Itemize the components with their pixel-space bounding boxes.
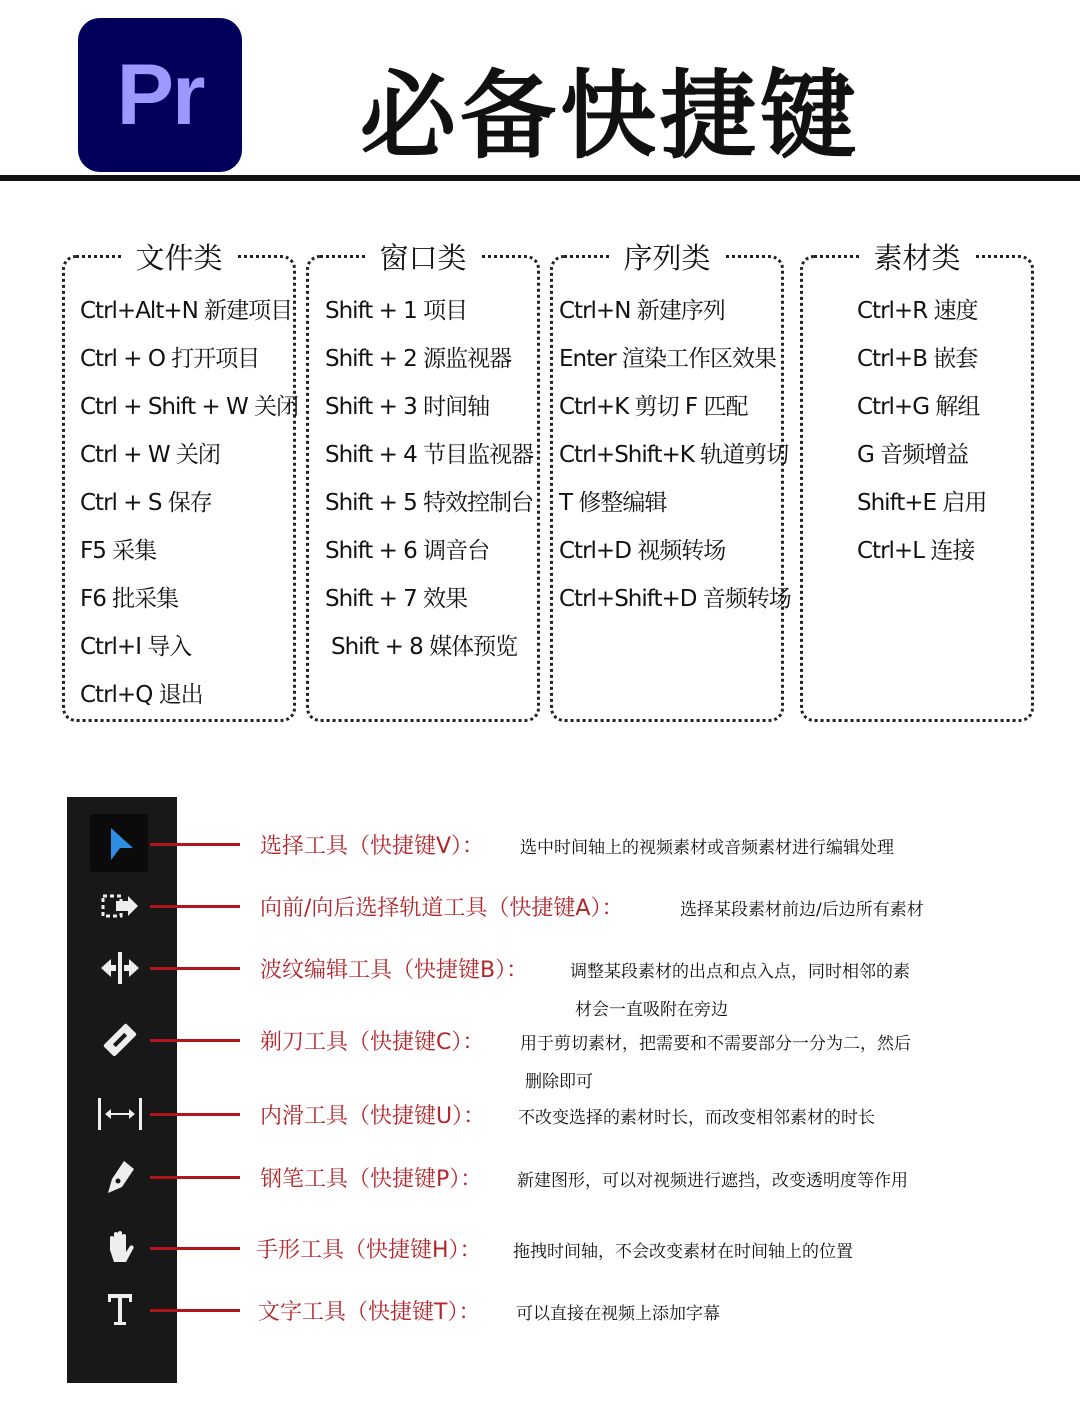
shortcut-item: Ctrl + O 打开项目 [80,346,260,372]
tool-description: 调整某段素材的出点和点入点，同时相邻的素 [570,962,910,982]
tool-label: 钢笔工具（快捷键P）： [260,1167,483,1192]
shortcut-item: Shift + 4 节目监视器 [325,442,534,468]
tool-description: 用于剪切素材，把需要和不需要部分一分为二，然后 [520,1034,911,1054]
razor-icon[interactable] [95,1020,145,1060]
category-title: 素材类 [859,236,974,277]
shortcut-item: Ctrl+R 速度 [857,298,978,324]
shortcut-item: Ctrl+I 导入 [80,634,192,660]
tool-description: 不改变选择的素材时长，而改变相邻素材的时长 [518,1108,875,1128]
pointer-line [150,843,240,846]
tool-slide [0,1094,1080,1134]
tool-description-continued: 材会一直吸附在旁边 [575,1000,728,1020]
tool-label: 波纹编辑工具（快捷键B）： [260,958,529,983]
tool-hand [0,1228,1080,1268]
shortcut-item: Shift + 3 时间轴 [325,394,490,420]
tool-label: 文字工具（快捷键T）： [258,1300,481,1325]
shortcut-item: Shift + 6 调音台 [325,538,490,564]
shortcut-item: T 修整编辑 [559,490,667,516]
shortcut-item: Shift + 1 项目 [325,298,468,324]
pointer-line [150,967,240,970]
tool-label: 内滑工具（快捷键U）： [260,1104,486,1129]
tool-description: 可以直接在视频上添加字幕 [516,1304,720,1324]
hand-icon[interactable] [95,1228,145,1268]
pointer-line [150,1039,240,1042]
tool-description: 选择某段素材前边/后边所有素材 [680,900,924,920]
tool-pen [0,1157,1080,1197]
tool-track-select [0,886,1080,926]
shortcut-item: Shift+E 启用 [857,490,987,516]
page-title: 必备快捷键 [360,60,860,172]
shortcut-item: Ctrl+Alt+N 新建项目 [80,298,293,324]
shortcut-item: Ctrl+K 剪切 F 匹配 [559,394,748,420]
category-sequence [550,241,791,722]
ripple-edit-icon[interactable] [95,948,145,988]
shortcut-item: Shift + 8 媒体预览 [331,634,518,660]
shortcut-item: F6 批采集 [80,586,179,612]
category-title: 序列类 [609,236,724,277]
shortcut-item: F5 采集 [80,538,157,564]
pointer-line [150,1247,240,1250]
shortcut-item: Shift + 2 源监视器 [325,346,512,372]
pen-icon[interactable] [95,1157,145,1197]
shortcut-item: Ctrl + S 保存 [80,490,212,516]
category-title: 文件类 [121,236,236,277]
pointer-line [150,1176,240,1179]
tool-selection [0,824,1080,864]
divider [0,175,1080,181]
tool-razor [0,1020,1080,1092]
tool-label: 选择工具（快捷键V）： [260,834,485,859]
shortcut-item: Shift + 5 特效控制台 [325,490,534,516]
category-window [306,241,540,722]
tool-description-continued: 删除即可 [525,1072,593,1092]
category-file [62,241,299,722]
track-select-icon[interactable] [95,886,145,926]
pointer-line [150,1309,240,1312]
shortcut-item: Ctrl+B 嵌套 [857,346,978,372]
shortcut-item: Enter 渲染工作区效果 [559,346,777,372]
pointer-line [150,1113,240,1116]
shortcut-item: G 音频增益 [857,442,969,468]
tool-description: 新建图形，可以对视频进行遮挡，改变透明度等作用 [517,1171,908,1191]
premiere-logo: Pr [78,18,242,172]
shortcut-item: Shift + 7 效果 [325,586,468,612]
slide-icon[interactable] [95,1094,145,1134]
category-title: 窗口类 [365,236,480,277]
tool-label: 手形工具（快捷键H）： [256,1238,482,1263]
tool-ripple-edit [0,948,1080,1020]
shortcut-item: Ctrl+G 解组 [857,394,980,420]
shortcut-item: Ctrl+Shift+D 音频转场 [559,586,791,612]
shortcut-item: Ctrl+D 视频转场 [559,538,726,564]
pointer-line [150,905,240,908]
tool-type [0,1290,1080,1330]
shortcut-item: Ctrl+Q 退出 [80,682,203,708]
tool-description: 拖拽时间轴，不会改变素材在时间轴上的位置 [513,1242,853,1262]
shortcut-item: Ctrl+Shift+K 轨道剪切 [559,442,789,468]
tool-label: 向前/向后选择轨道工具（快捷键A）： [260,896,624,921]
shortcut-item: Ctrl + Shift + W 关闭 [80,394,299,420]
tool-description: 选中时间轴上的视频素材或音频素材进行编辑处理 [520,838,894,858]
shortcut-item: Ctrl+L 连接 [857,538,975,564]
tool-label: 剃刀工具（快捷键C）： [260,1030,485,1055]
selection-arrow-icon[interactable] [95,824,145,864]
type-icon[interactable] [95,1290,145,1330]
shortcut-item: Ctrl+N 新建序列 [559,298,725,324]
shortcut-item: Ctrl + W 关闭 [80,442,220,468]
category-clip [800,241,1034,722]
